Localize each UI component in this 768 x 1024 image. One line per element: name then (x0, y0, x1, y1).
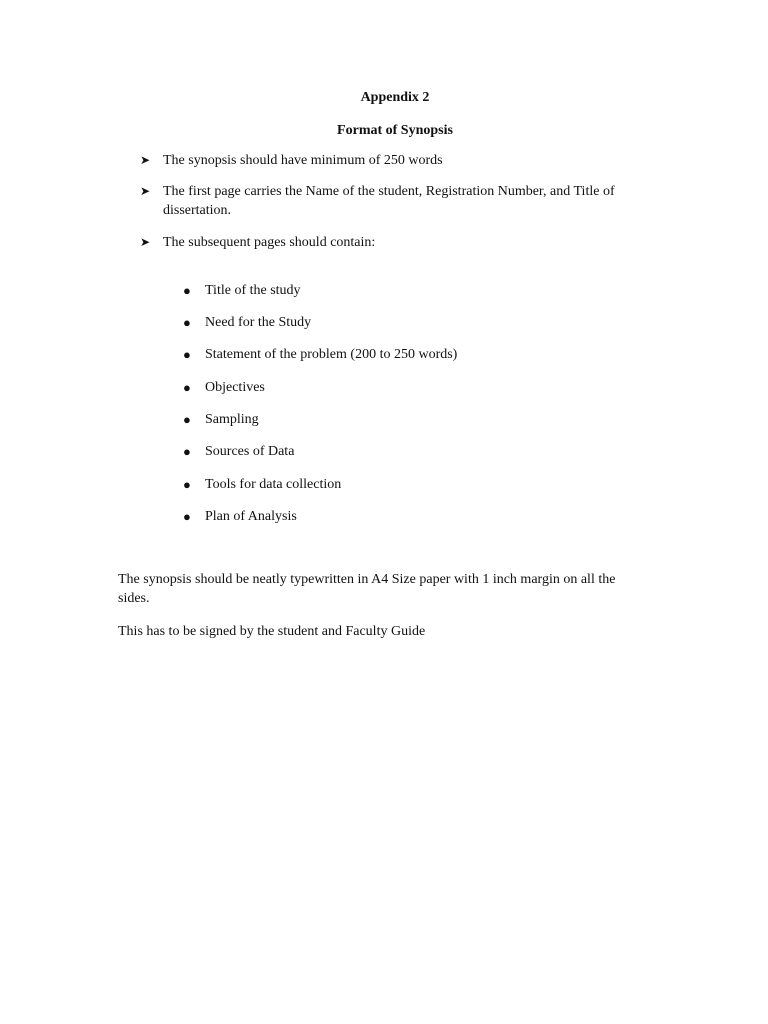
paragraph-typewritten-note: The synopsis should be neatly typewritten in A4 Size paper with 1 inch margin on all the sides. (118, 572, 616, 606)
bullet-list-item-text: Sources of Data (205, 444, 295, 459)
bullet-list-item (183, 345, 583, 364)
arrowhead-bullet-icon: ➤ (140, 153, 151, 167)
round-bullet-icon: ● (183, 347, 191, 362)
bullet-list-item-text: Plan of Analysis (205, 509, 297, 524)
bullet-list-item-text: Objectives (205, 380, 265, 395)
bullet-list-item (183, 378, 583, 397)
bullet-list-item (183, 475, 583, 494)
round-bullet-icon: ● (183, 509, 191, 524)
bullet-list-item-text: Statement of the problem (200 to 250 words) (205, 347, 458, 362)
bullet-list-item (183, 281, 583, 300)
arrow-list-item (140, 182, 640, 220)
bullet-list-item-text: Need for the Study (205, 315, 312, 330)
arrowhead-bullet-icon: ➤ (140, 235, 151, 249)
bullet-list-item (183, 410, 583, 429)
arrow-list-item-text: The synopsis should have minimum of 250 words (163, 153, 443, 168)
appendix-title: Appendix 2 (360, 90, 430, 105)
arrow-list-item (140, 233, 640, 252)
bullet-list-item-text: Title of the study (205, 283, 301, 298)
arrowhead-bullet-icon: ➤ (140, 184, 151, 198)
paragraph-signature-note: This has to be signed by the student and Faculty Guide (118, 624, 426, 639)
arrow-list-item (140, 151, 640, 170)
bullet-list-item (183, 442, 583, 461)
arrow-list-item-text: The first page carries the Name of the student, Registration Number, and Title of dissertation. (163, 184, 615, 218)
bullet-list-item-text: Tools for data collection (205, 477, 342, 492)
round-bullet-icon: ● (183, 283, 191, 298)
round-bullet-icon: ● (183, 412, 191, 427)
section-title: Format of Synopsis (337, 123, 453, 138)
bullet-list-item-text: Sampling (205, 412, 259, 427)
bullet-list-item (183, 313, 583, 332)
round-bullet-icon: ● (183, 477, 191, 492)
arrow-list-item-text: The subsequent pages should contain: (163, 235, 376, 250)
bullet-list-item (183, 507, 583, 526)
round-bullet-icon: ● (183, 380, 191, 395)
round-bullet-icon: ● (183, 444, 191, 459)
round-bullet-icon: ● (183, 315, 191, 330)
